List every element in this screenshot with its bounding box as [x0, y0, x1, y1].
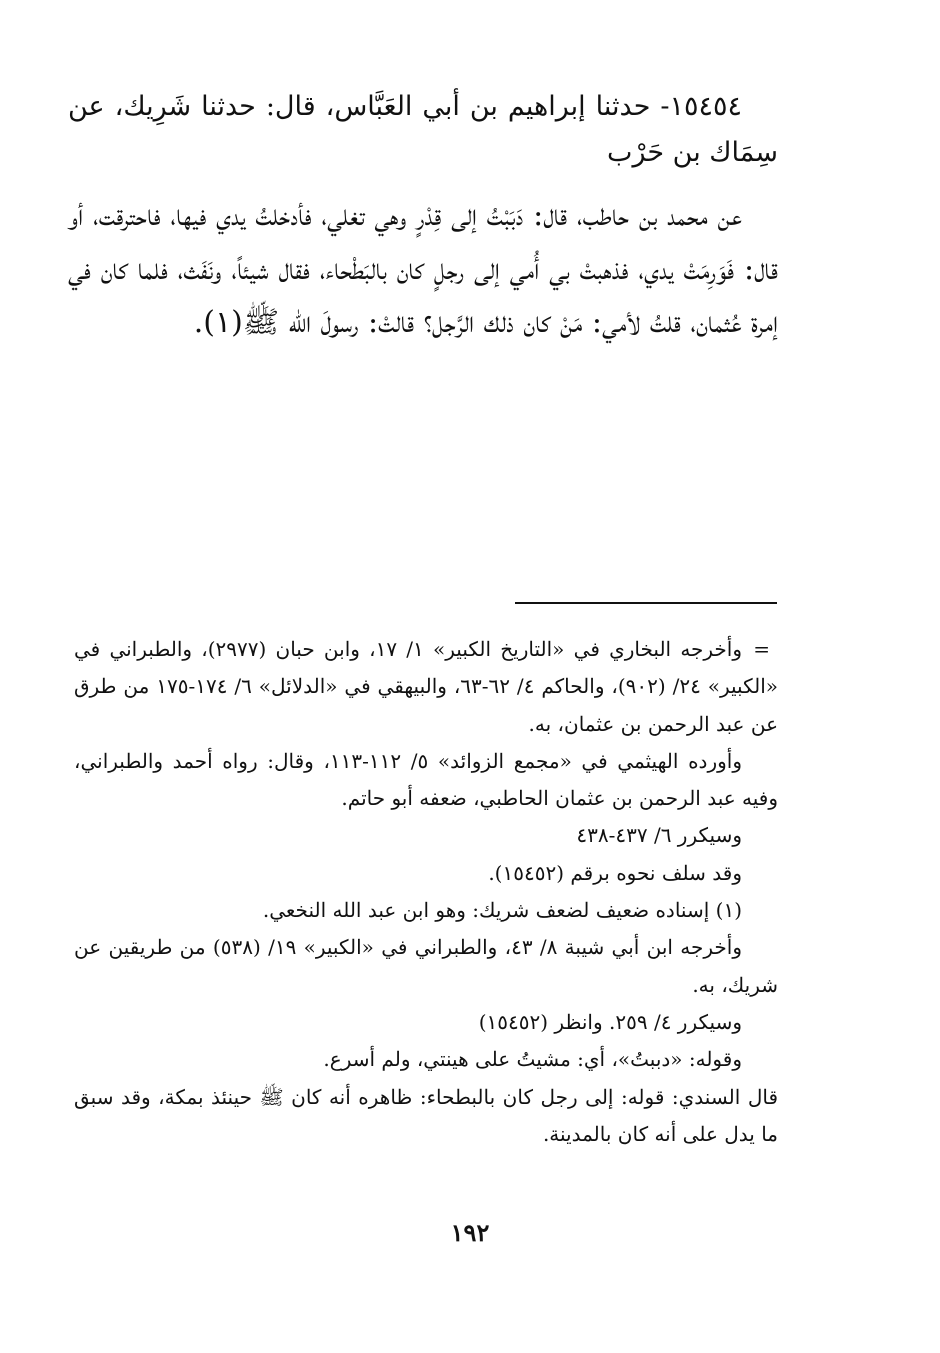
footnote-paragraph: قال السندي: قوله: إلى رجل كان بالبطحاء: ظاهره أنه كان ﷺ حينئذ بمكة، وقد سبق ما يدل على أنه كان بالمدينة. — [74, 1084, 778, 1146]
footnote-paragraph: وسيكرر ٤/ ٢٥٩. وانظر (١٥٤٥٢) — [478, 1009, 742, 1034]
continuation-marker: = — [753, 637, 770, 661]
hadith-header — [68, 84, 778, 176]
footnote-text: وأخرجه البخاري في «التاريخ الكبير» ١/ ١٧، وابن حبان (٢٩٧٧)، والطبراني في «الكبير» ٢٤/ (٩٠٢)، والحاكم ٤/ ٦٢-٦٣، والبيهقي في «الدلائل» ٦/ ١٧٤-١٧٥ من طرق عن عبد الرحمن بن عثمان، به. — [74, 637, 779, 736]
hadith-text — [68, 189, 778, 350]
footnote-paragraph: وأخرجه ابن أبي شيبة ٨/ ٤٣، والطبراني في «الكبير» ١٩/ (٥٣٨) من طريقين عن شريك، به. — [74, 935, 778, 997]
page-number: ١٩٢ — [450, 1218, 490, 1247]
footnote-divider — [515, 602, 777, 604]
hadith-isnad: ١٥٤٥٤- حدثنا إبراهيم بن أبي العَبَّاس، قال: حدثنا شَرِيك، عن سِمَاك بن حَرْب — [68, 91, 778, 168]
footnote-paragraph: وقد سلف نحوه برقم (١٥٤٥٢). — [488, 860, 742, 885]
footnotes — [74, 631, 778, 1153]
footnote-paragraph — [74, 631, 778, 743]
footnote-paragraph: وسيكرر ٦/ ٤٣٧-٤٣٨ — [576, 823, 742, 848]
footnote-paragraph: وقوله: «دببتُ»، أي: مشيتُ على هينتي، ولم أسرع. — [323, 1047, 742, 1072]
footnote-paragraph: وأورده الهيثمي في «مجمع الزوائد» ٥/ ١١٢-١١٣، وقال: رواه أحمد والطبراني، وفيه عبد الرحمن بن عثمان الحاطبي، ضعفه أبو حاتم. — [74, 748, 778, 811]
hadith-matn: عن محمد بن حاطب، قال: دَبَبْتُ إلى قِدْرٍ وهي تغلي، فأدخلتُ يدي فيها، فاحترقت، أو قال: فَوَرِمَتْ يدي، فذهبتْ بي أُمي إلى رجلٍ كان بالبَطْحاء، فقال شيئاً، ونَفَث، فلما كان في إمرة عُثمان، قلتُ لأمي: مَنْ كان ذلك الرَّجل؟ قالتْ: رسولَ الله ﷺ(١). — [68, 198, 778, 340]
footnote-paragraph: (١) إسناده ضعيف لضعف شريك: وهو ابن عبد الله النخعي. — [262, 898, 742, 923]
